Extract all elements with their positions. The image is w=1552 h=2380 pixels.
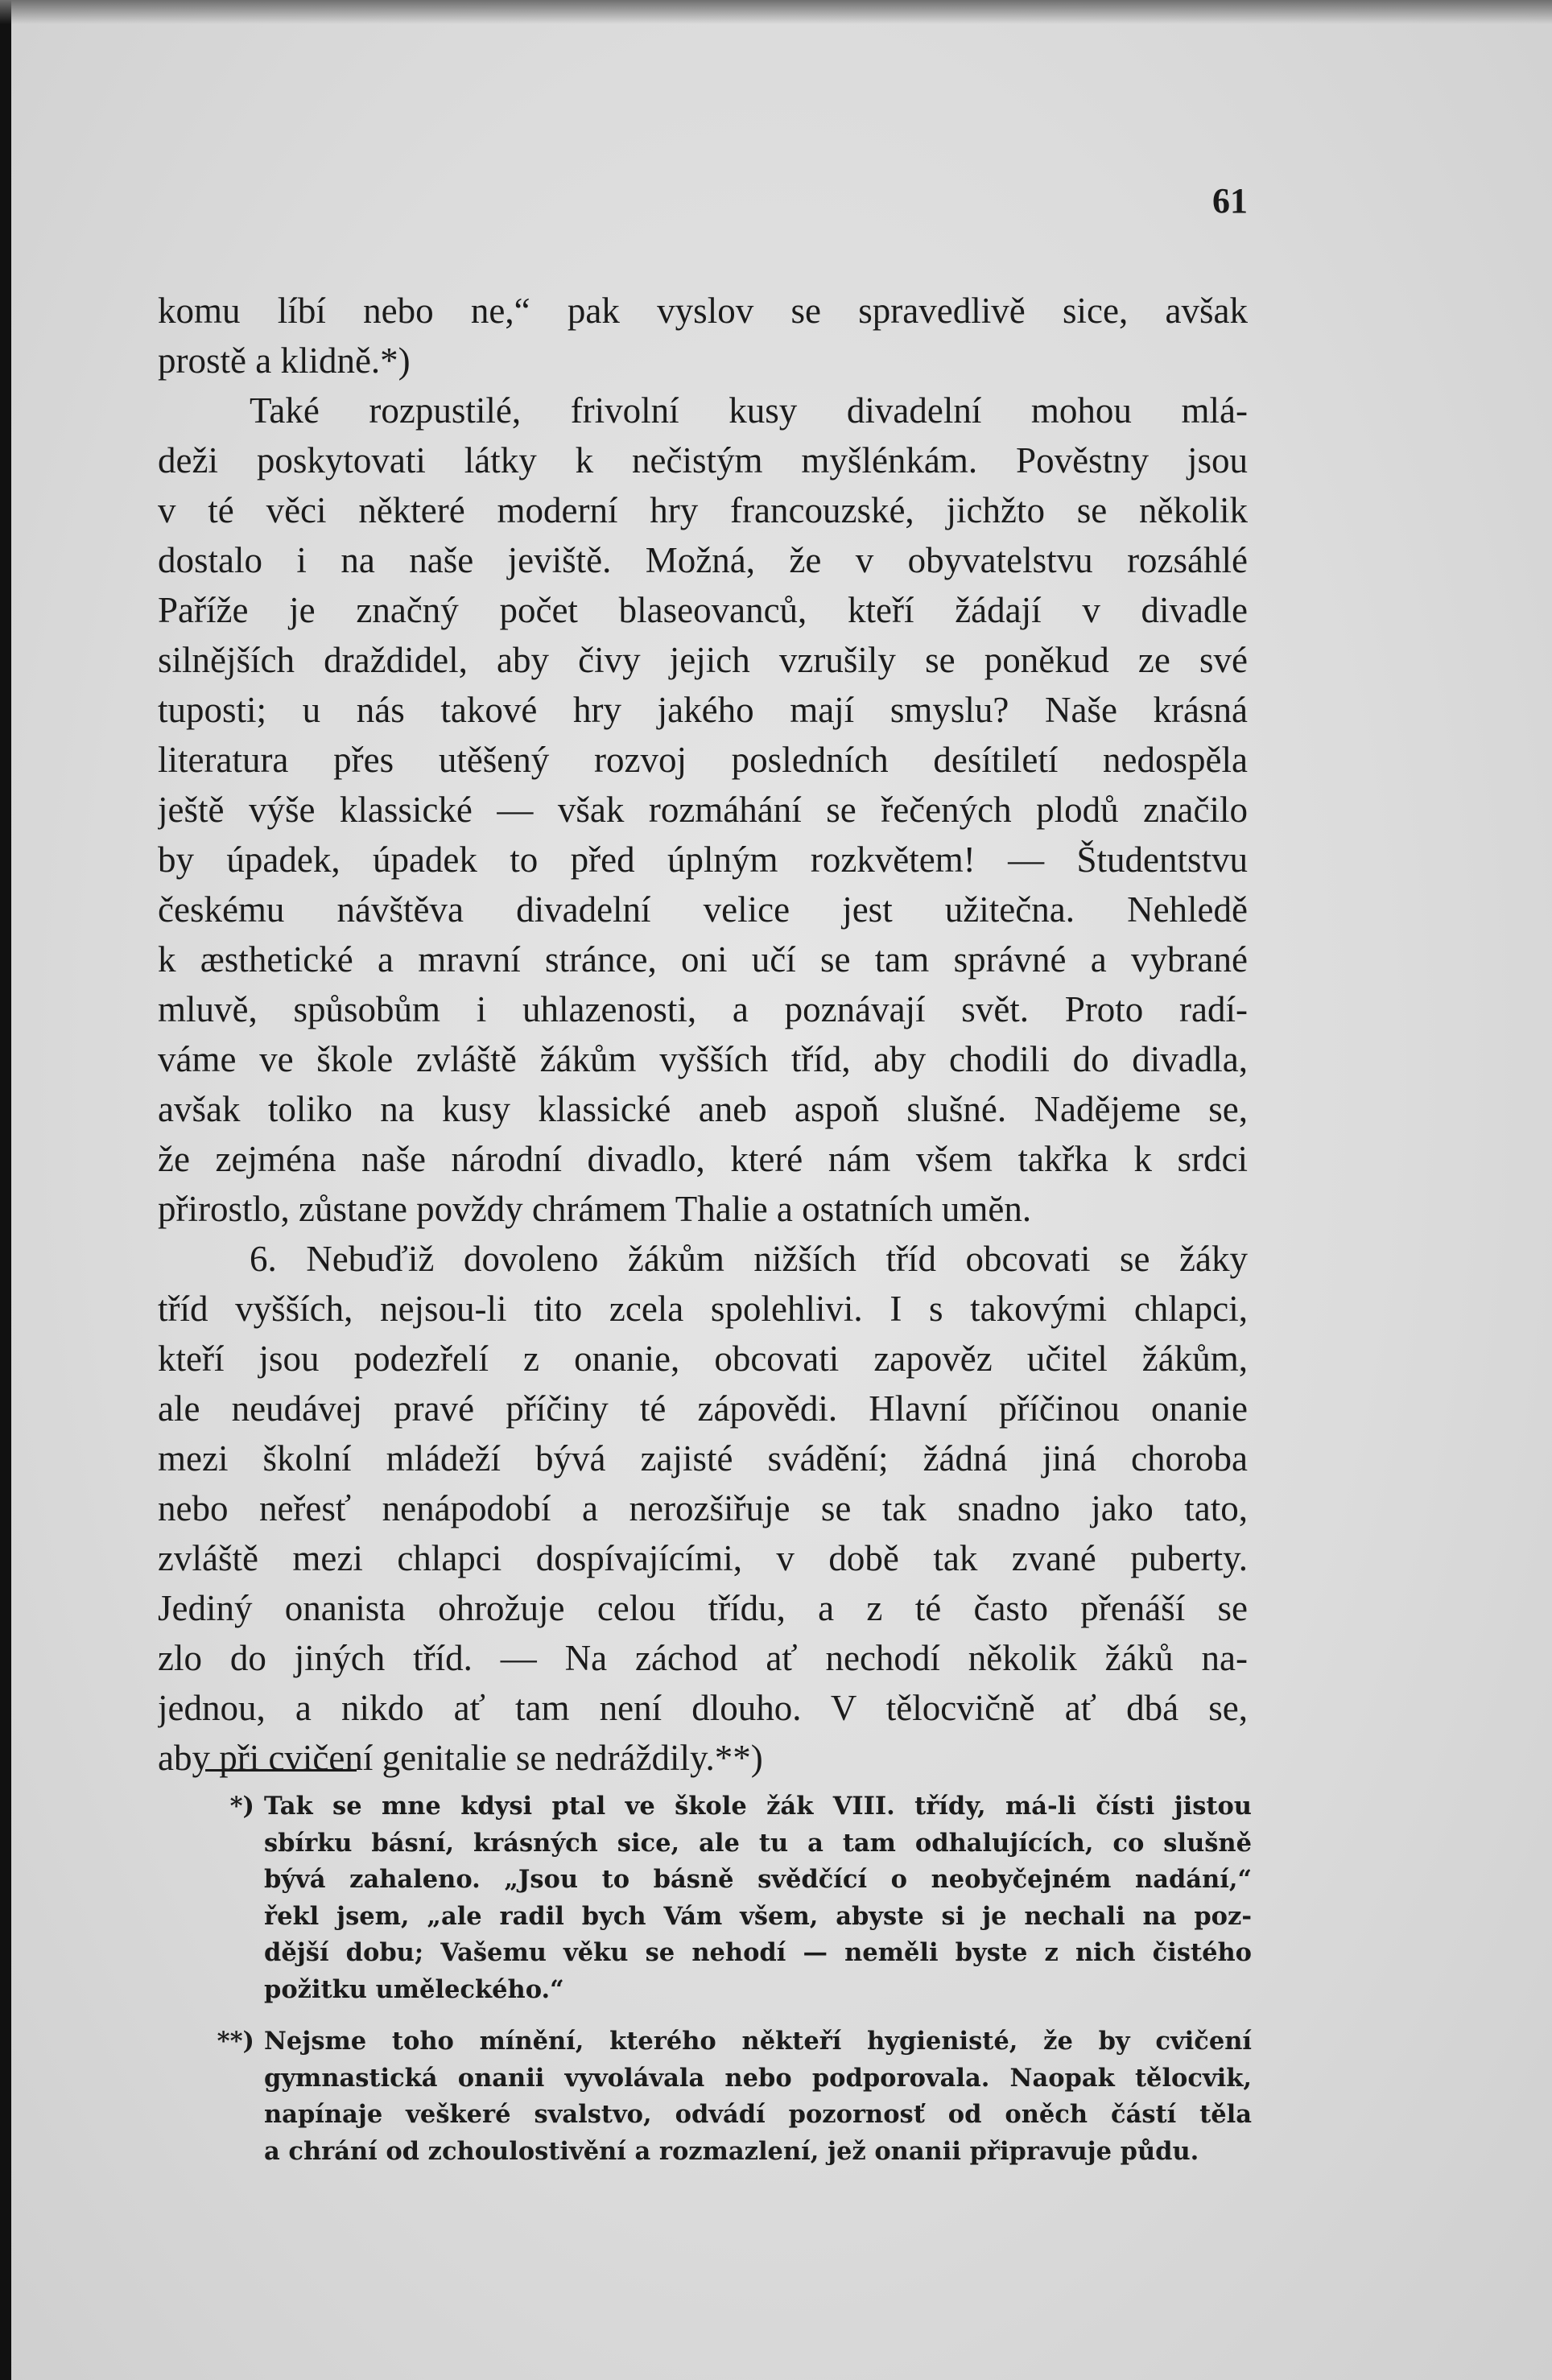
body-line: jednou, a nikdo ať tam není dlouho. V tělocvičně ať dbá se,	[158, 1688, 1248, 1728]
body-line: 6. Nebuďiž dovoleno žákům nižších tříd obcovati se žáky	[250, 1239, 1248, 1279]
body-line: zlo do jiných tříd. — Na záchod ať nechodí několik žáků na-	[158, 1638, 1248, 1678]
footnote-gap	[185, 2008, 1252, 2023]
footnote-2	[185, 2023, 1252, 2170]
body-line: aby při cvičení genitalie se nedráždily.**)	[158, 1738, 763, 1778]
footnote-line: bývá zahaleno. „Jsou to básně svědčící o neobyčejném nadání,“	[264, 1865, 1252, 1894]
body-line: Jediný onanista ohrožuje celou třídu, a z té často přenáší se	[158, 1588, 1248, 1628]
footnote-marker: *)	[229, 1792, 254, 1821]
body-text	[158, 286, 1248, 1783]
footnote-line: řekl jsem, „ale radil bych Vám všem, abyste si je nechali na poz-	[264, 1901, 1252, 1931]
body-line: ještě výše klassické — však rozmáhání se řečených plodů značilo	[158, 790, 1248, 830]
body-line: přirostlo, zůstane povždy chrámem Thalie a ostatních umĕn.	[158, 1189, 1032, 1229]
body-line: Paříže je značný počet blaseovanců, kteří žádají v divadle	[158, 590, 1248, 630]
body-line: mezi školní mládeží bývá zajisté svádění; žádná jiná choroba	[158, 1438, 1248, 1479]
footnotes	[185, 1788, 1252, 2170]
body-line: literatura přes utěšený rozvoj posledních desítiletí nedospěla	[158, 740, 1248, 780]
footnote-line: sbírku básní, krásných sice, ale tu a tam odhalujících, co slušně	[264, 1828, 1252, 1858]
body-line: avšak toliko na kusy klassické aneb aspoň slušné. Nadějeme se,	[158, 1089, 1248, 1129]
footnote-line: a chrání od zchoulostivění a rozmazlení, jež onanii připravuje půdu.	[264, 2136, 1199, 2166]
body-line: ale neudávej pravé příčiny té zápovědi. Hlavní příčinou onanie	[158, 1388, 1248, 1429]
body-line: dostalo i na naše jeviště. Možná, že v obyvatelstvu rozsáhlé	[158, 540, 1248, 580]
body-line: k æsthetické a mravní stránce, oni učí se tam správné a vybrané	[158, 939, 1248, 980]
footnote-line: gymnastická onanii vyvolávala nebo podporovala. Naopak tělocvik,	[264, 2063, 1252, 2093]
body-line: prostě a klidně.*)	[158, 340, 411, 381]
body-line: komu líbí nebo ne,“ pak vyslov se spravedlivě sice, avšak	[158, 291, 1248, 331]
footnote-line: dější dobu; Vašemu věku se nehodí — neměli byste z nich čistého	[264, 1938, 1252, 1967]
page-number: 61	[1212, 181, 1248, 221]
page-top-edge	[0, 0, 1552, 24]
body-line: nebo neřesť nenápodobí a nerozšiřuje se tak snadno jako tato,	[158, 1488, 1248, 1528]
body-line: váme ve škole zvláště žákům vyšších tříd, aby chodili do divadla,	[158, 1039, 1248, 1079]
body-line: tříd vyšších, nejsou-li tito zcela spolehlivi. I s takovými chlapci,	[158, 1289, 1248, 1329]
footnote-1	[185, 1788, 1252, 2008]
body-line: v té věci některé moderní hry francouzské, jichžto se několik	[158, 490, 1248, 530]
body-line: mluvě, spůsobům i uhlazenosti, a poznávají svět. Proto radí-	[158, 989, 1248, 1029]
page-gutter-shadow	[0, 0, 11, 2380]
body-line: tuposti; u nás takové hry jakého mají smyslu? Naše krásná	[158, 690, 1248, 730]
footnote-line: napínaje veškeré svalstvo, odvádí pozornosť od oněch částí těla	[264, 2100, 1252, 2129]
body-line: zvláště mezi chlapci dospívajícími, v době tak zvané puberty.	[158, 1538, 1248, 1578]
body-line: by úpadek, úpadek to před úplným rozkvětem! — Študentstvu	[158, 839, 1248, 880]
footnote-line: požitku uměleckého.“	[264, 1974, 564, 2004]
footnote-line: Nejsme toho mínění, kterého někteří hygienisté, že by cvičení	[264, 2027, 1252, 2056]
body-line: deži poskytovati látky k nečistým myšlénkám. Pověstny jsou	[158, 440, 1248, 481]
body-line: kteří jsou podezřelí z onanie, obcovati zapověz učitel žákům,	[158, 1338, 1248, 1379]
body-line: Také rozpustilé, frivolní kusy divadelní mohou mlá-	[250, 390, 1248, 431]
body-line: českému návštěva divadelní velice jest užitečna. Nehledě	[158, 889, 1248, 930]
footnote-line: Tak se mne kdysi ptal ve škole žák VIII. třídy, má-li čísti jistou	[264, 1792, 1252, 1821]
body-line: že zejména naše národní divadlo, které nám všem takřka k srdci	[158, 1139, 1248, 1179]
body-line: silnějších draždidel, aby čivy jejich vzrušily se poněkud ze své	[158, 640, 1248, 680]
footnote-separator	[205, 1769, 357, 1772]
footnote-marker: **)	[217, 2027, 254, 2056]
